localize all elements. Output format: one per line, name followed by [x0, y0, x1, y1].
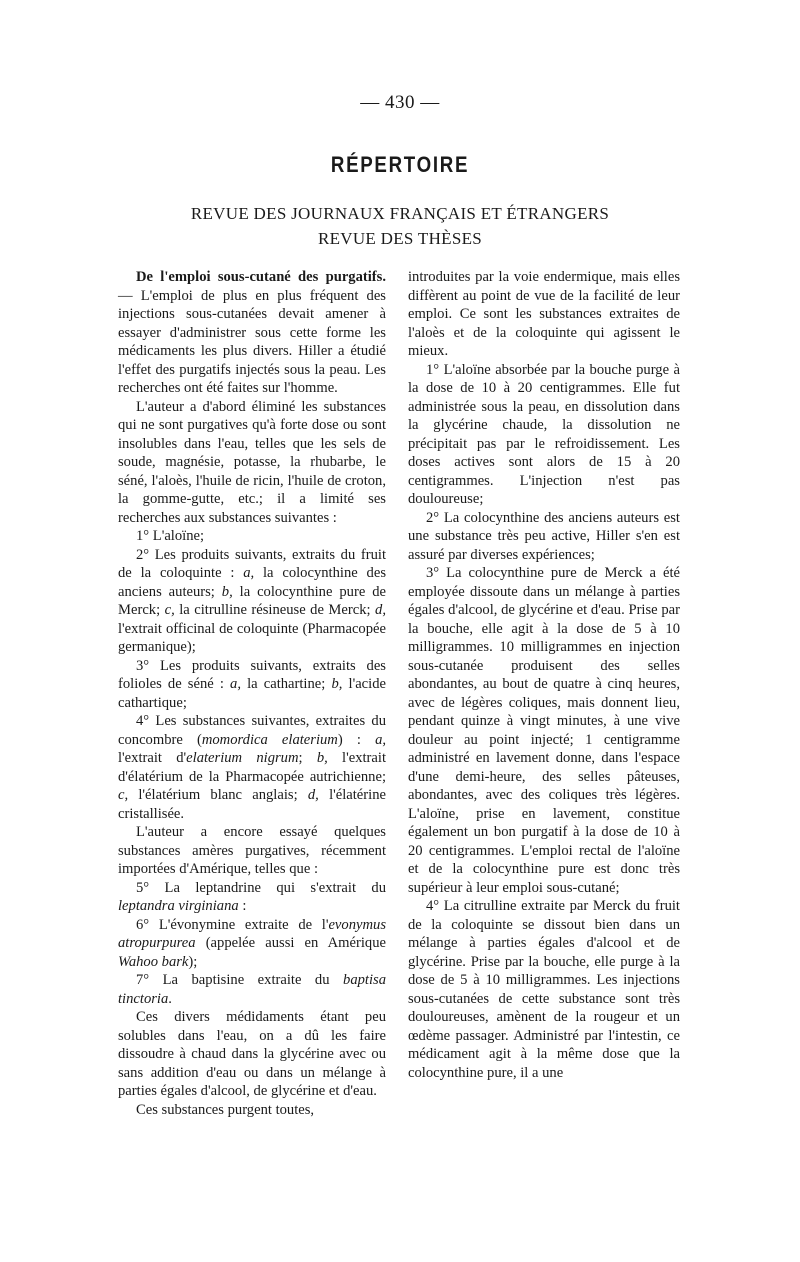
- list-item: 4° La citrulline extraite par Merck du fruit de la coloquinte se dissout bien dans un mélange à parties égales d'alcool et de glycérine. Prise par la bouche, elle purge à la dose de 5 à 10 milligrammes. Les injections sous-cutanées de cette substance sont très douloureuses, amènent de la rougeur et un œdème passager. Administré par l'intestin, ce médicament agit à la même dose que la colocynthine pure, il a une: [408, 898, 680, 1081]
- page-number: — 430 —: [360, 92, 440, 113]
- left-column: [118, 268, 386, 1119]
- text-run: l'extrait d'élatérium de la Pharmacopée autrichienne;: [118, 750, 386, 785]
- text-run: 4° Les substances suivantes, extraites du concombre (: [118, 713, 386, 748]
- text-run: :: [238, 898, 247, 914]
- text-run: ;: [298, 750, 317, 766]
- text-run: (appelée aussi en Amérique: [195, 935, 386, 951]
- section-title: RÉPERTOIRE: [330, 152, 470, 177]
- right-column: [408, 268, 680, 1082]
- text-italic: a,: [375, 731, 387, 748]
- text-run: la cathartine;: [240, 676, 332, 692]
- paragraph: [118, 268, 386, 398]
- paragraph: L'auteur a d'abord éliminé les substances qui ne sont purgatives qu'à forte dose ou sont insolubles dans l'eau, telles que les sels de soude, magnésie, potasse, la rhubarbe, le séné, l'aloès, l'huile de ricin, l'huile de croton, la gomme-gutte, etc.; il a limité ses recherches aux substances suivantes :: [118, 398, 386, 526]
- text-run: l'élatérine cristallisée.: [118, 787, 386, 822]
- text-italic: d,: [375, 602, 386, 618]
- paragraph: Ces substances purgent toutes,: [136, 1101, 315, 1118]
- text-italic: evonymus atropurpurea: [118, 916, 386, 951]
- paragraph-text: — L'emploi de plus en plus fréquent des injections sous-cutanées devait amener à essayer d'administrer sous cette forme les médicaments les plus divers. Hiller a étudié l'effet des purgatifs injectés sous la peau. Les recherches ont été faites sur l'homme.: [118, 287, 386, 396]
- list-item: 1° L'aloïne absorbée par la bouche purge à la dose de 10 à 20 centigrammes. Elle fut administrée sous la peau, en dissolution dans la glycérine chaude, la dissolution ne précipitait pas par le refroidissement. Les doses actives sont alors de 15 à 20 centigrammes. L'injection n'est pas douloureuse;: [408, 361, 680, 507]
- text-run: l'acide cathartique;: [118, 676, 386, 711]
- list-item: 3° La colocynthine pure de Merck a été employée dissoute dans un mélange à parties égales d'alcool, de glycérine et d'eau. Prise par la bouche, elle agit à la dose de 5 à 10 milligrammes. 10 milligrammes en injection sous-cutanée produisent des selles abondantes, au bout de quatre à cinq heures, avec de légères coliques, mais donnent lieu, pendant quinze à vingt minutes, à une vive douleur au point injecté; 1 centigramme administré en lavement donne, dans l'espace d'une demi-heure, des selles pâteuses, abondantes, avec des coliques très légères. L'aloïne, prise en lavement, constitue également un bon purgatif à la dose de 10 à 20 centigrammes. L'emploi rectal de l'aloïne et de la colocynthine pure est donc très supérieur à leur emploi sous-cutané;: [408, 565, 680, 896]
- text-italic: b,: [316, 750, 328, 766]
- text-run: la colocynthine pure de Merck;: [118, 583, 386, 618]
- list-item: [118, 712, 386, 823]
- text-run: ) :: [337, 731, 376, 748]
- text-run: l'élatérium blanc anglais;: [128, 787, 308, 803]
- list-item: [118, 546, 386, 657]
- text-italic: a,: [243, 565, 255, 581]
- text-run: 7° La baptisine extraite du: [136, 972, 344, 988]
- text-run: .: [168, 990, 172, 1007]
- list-item: [118, 657, 386, 713]
- text-run: 5° La leptandrine qui s'extrait du: [136, 879, 386, 896]
- text-italic: c,: [164, 602, 175, 618]
- list-item: 2° La colocynthine des anciens auteurs est une substance très peu active, Hiller s'en est assuré par diverses expériences;: [408, 509, 680, 563]
- list-item: 1° L'aloïne;: [136, 528, 205, 544]
- subtitle-theses: REVUE DES THÈSES: [317, 229, 483, 248]
- text-run: );: [188, 953, 198, 970]
- list-item: [118, 971, 386, 1008]
- text-italic: Wahoo bark: [118, 953, 189, 970]
- text-italic: c,: [118, 787, 129, 803]
- text-italic: leptandra virginiana: [118, 898, 239, 914]
- text-italic: d,: [307, 787, 319, 803]
- list-item: [118, 916, 386, 972]
- text-run: l'extrait officinal de coloquinte (Pharmacopée germanique);: [118, 620, 386, 655]
- text-run: l'extrait d': [118, 750, 187, 766]
- text-italic: baptisa tinctoria: [118, 972, 386, 1007]
- text-run: la citrulline résineuse de Merck;: [174, 602, 376, 618]
- text-run: 2° Les produits suivants, extraits du fruit de la coloquinte :: [118, 546, 386, 581]
- subtitle-journals: REVUE DES JOURNAUX FRANÇAIS ET ÉTRANGERS: [190, 204, 610, 223]
- text-italic: a,: [230, 676, 241, 692]
- text-italic: elaterium nigrum: [186, 750, 299, 766]
- text-italic: momordica elaterium: [201, 731, 338, 748]
- text-italic: b,: [331, 676, 343, 692]
- text-italic: b,: [221, 583, 233, 600]
- text-run: la colocynthine des anciens auteurs;: [118, 565, 386, 600]
- paragraph: Ces divers médidaments étant peu solubles dans l'eau, on a dû les faire dissoudre à chaud dans la glycérine avec ou sans addition d'eau ou dans un mélange à parties égales d'alcool, de glycérine et d'eau.: [118, 1009, 386, 1099]
- paragraph: introduites par la voie endermique, mais elles diffèrent au point de vue de la facilité de leur emploi. Ce sont les substances extraites de l'aloès et de la coloquinte qui agissent le mieux.: [408, 269, 680, 359]
- text-run: 6° L'évonymine extraite de l': [136, 916, 329, 933]
- article-heading: De l'emploi sous-cutané des purgatifs.: [136, 269, 386, 285]
- list-item: [118, 879, 386, 916]
- text-run: 3° Les produits suivants, extraits des folioles de séné :: [118, 657, 386, 692]
- paragraph: L'auteur a encore essayé quelques substances amères purgatives, récemment importées d'Amérique, telles que :: [118, 824, 386, 877]
